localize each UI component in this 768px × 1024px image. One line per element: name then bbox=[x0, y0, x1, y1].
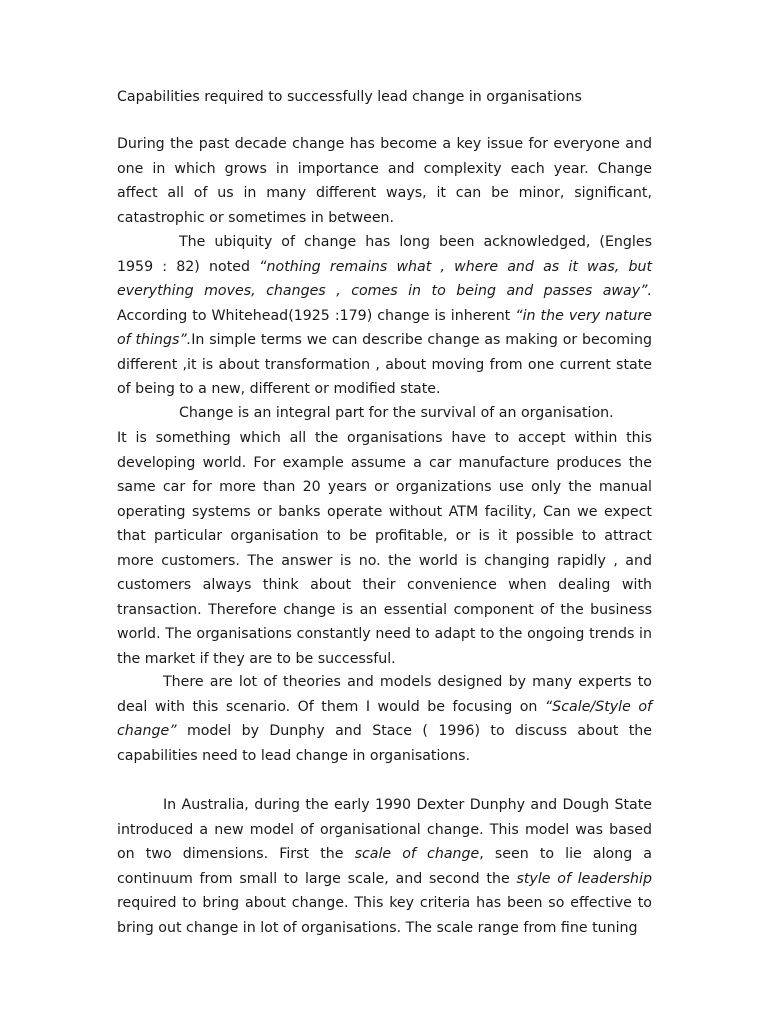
paragraph-ubiquity bbox=[117, 230, 652, 402]
paragraph-text: In simple terms we can describe change as making or becoming different ,it is about transformation , about moving from one current state of being to a new, different or modified state. bbox=[117, 332, 652, 397]
paragraph-text: According to Whitehead(1925 :179) change is inherent bbox=[117, 307, 516, 324]
paragraph-example: It is something which all the organisations have to accept within this developing world. For example assume a car manufacture produces the same car for more than 20 years or organizations use only the manual operating systems or banks operate without ATM facility, Can we expect that particular organisation to be profitable, or is it possible to attract more customers. The answer is no. the world is changing rapidly , and customers always think about their convenience when dealing with transaction. Therefore change is an essential component of the business world. The organisations constantly need to adapt to the ongoing trends in the market if they are to be successful. bbox=[117, 430, 652, 667]
paragraph-intro: During the past decade change has become a key issue for everyone and one in which grows in importance and complexity each year. Change affect all of us in many different ways, it can be minor, significant, catastrophic or sometimes in between. bbox=[117, 136, 652, 226]
paragraph-australia bbox=[117, 793, 652, 940]
model-name-quote: “Scale/Style of change” bbox=[117, 698, 653, 739]
paragraph-theories bbox=[117, 670, 652, 768]
scale-of-change-term: scale of change bbox=[354, 846, 480, 862]
paragraph-text: There are lot of theories and models designed by many experts to deal with this scenario. Of them I would be focusing on bbox=[117, 674, 652, 715]
paragraph-integral-part: Change is an integral part for the survival of an organisation. bbox=[179, 405, 614, 421]
style-of-leadership-term: style of leadership bbox=[516, 870, 652, 887]
paragraph-text: model by Dunphy and Stace ( 1996) to discuss about the capabilities need to lead change in organisations. bbox=[117, 723, 652, 764]
paragraph-text: The ubiquity of change has long been acknowledged, (Engles 1959 : 82) noted bbox=[117, 234, 652, 275]
document-title: Capabilities required to successfully lead change in organisations bbox=[117, 89, 582, 105]
paragraph-text: required to bring about change. This key criteria has been so effective to bring out change in lot of organisations. The scale range from fine tuning bbox=[117, 895, 652, 936]
engles-quote: “nothing remains what , where and as it was, but everything moves, changes , comes in to being and passes away”. bbox=[117, 258, 653, 299]
paragraph-text: , seen to lie along a continuum from small to large scale, and second the bbox=[117, 846, 652, 887]
whitehead-quote: “in the very nature of things”. bbox=[117, 307, 652, 348]
paragraph-text: In Australia, during the early 1990 Dexter Dunphy and Dough State introduced a new model of organisational change. This model was based on two dimensions. First the bbox=[117, 797, 652, 862]
